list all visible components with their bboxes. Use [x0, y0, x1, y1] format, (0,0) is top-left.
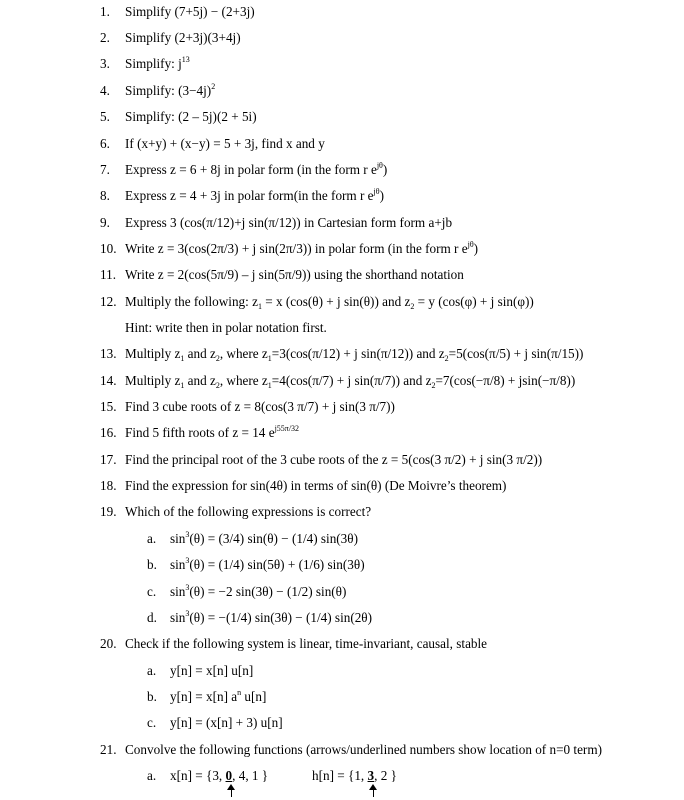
h-sequence: h[n] = {1, 3, 2 }: [312, 768, 397, 783]
x-zero-term: 0: [225, 768, 233, 783]
x-sequence: x[n] = {3, 0, 4, 1 }: [170, 768, 269, 783]
h-zero-term: 3: [367, 768, 375, 783]
